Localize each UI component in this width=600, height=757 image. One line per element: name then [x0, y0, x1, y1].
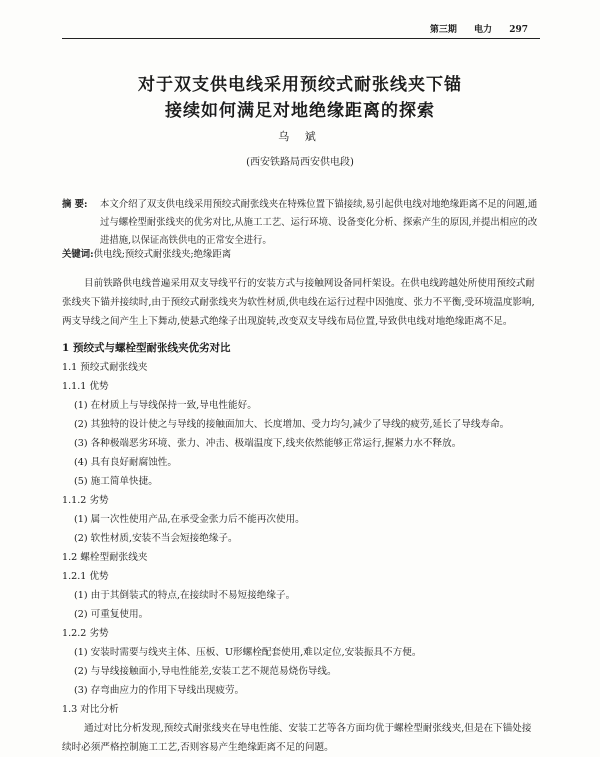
section-1-2-heading: 1.2 螺栓型耐张线夹	[62, 552, 148, 563]
running-header	[62, 18, 540, 39]
list-item: (3) 各种极端恶劣环境、张力、冲击、极端温度下,线夹依然能够正常运行,握紧力水不释放。	[74, 438, 462, 449]
list-item: (3) 存弯曲应力的作用下导线出现疲劳。	[74, 685, 245, 696]
list-item: (5) 施工简单快捷。	[74, 476, 158, 487]
header-journal: 电力	[474, 25, 493, 35]
abstract	[62, 196, 538, 250]
keywords-text: 供电线;预绞式耐张线夹;绝缘距离	[93, 249, 232, 260]
body-text	[62, 274, 540, 757]
list-item: (2) 其独特的设计使之与导线的接触面加大、长度增加、受力均匀,减少了导线的疲劳,延长了导线寿命。	[74, 419, 510, 430]
list-item: (1) 由于其倒装式的特点,在接续时不易短接绝缘子。	[74, 590, 296, 601]
abstract-label: 摘 要:	[62, 199, 88, 210]
list-item: (2) 可重复使用。	[74, 609, 149, 620]
list-item: (4) 具有良好耐腐蚀性。	[74, 457, 177, 468]
header-issue: 第三期	[429, 25, 457, 35]
abstract-text: 本文介绍了双支供电线采用预绞式耐张线夹在特殊位置下锚接续,易引起供电线对地绝缘距离不足的问题,通过与螺栓型耐张线夹的优劣对比,从施工工艺、运行环境、设备变化分析、探索产生的原因,并提出相应的改进措施,以保证高铁供电的正常安全进行。	[100, 199, 538, 246]
section-1-1-1-heading: 1.1.1 优势	[62, 381, 109, 392]
affiliation: (西安铁路局西安供电段)	[246, 157, 354, 168]
keywords	[62, 246, 538, 260]
section-1-1-heading: 1.1 预绞式耐张线夹	[62, 362, 148, 373]
list-item: (1) 安装时需要与线夹主体、压板、U形螺栓配套使用,难以定位,安装振具不方便。	[74, 647, 422, 658]
section-1-heading: 1 预绞式与螺栓型耐张线夹优劣对比	[62, 342, 231, 354]
list-item: (1) 属一次性使用产品,在承受金张力后不能再次使用。	[74, 514, 305, 525]
header-info	[416, 22, 528, 35]
section-1-2-2-heading: 1.2.2 劣势	[62, 628, 109, 639]
paper-title	[0, 72, 600, 124]
comparison-paragraph: 通过对比分析发现,预绞式耐张线夹在导电性能、安装工艺等各方面均优于螺栓型耐张线夹,但是在下锚处接续时必须严格控制施工工艺,否则容易产生绝缘距离不足的问题。	[62, 723, 532, 753]
title-line-2: 接续如何满足对地绝缘距离的探索	[165, 101, 435, 121]
title-line-1: 对于双支供电线采用预绞式耐张线夹下锚	[138, 75, 462, 95]
section-1-2-1-heading: 1.2.1 优势	[62, 571, 109, 582]
section-1-1-2-heading: 1.1.2 劣势	[62, 495, 109, 506]
list-item: (2) 软性材质,安装不当会短接绝缘子。	[74, 533, 238, 544]
section-1-3-heading: 1.3 对比分析	[62, 704, 119, 715]
keywords-label: 关键词:	[62, 249, 94, 260]
header-page-number: 297	[509, 25, 528, 35]
list-item: (2) 与导线接触面小,导电性能差,安装工艺不规范易烧伤导线。	[74, 666, 337, 677]
intro-paragraph: 目前铁路供电线普遍采用双支导线平行的安装方式与接触网设备同杆架设。在供电线跨越处所使用预绞式耐张线夹下锚并接续时,由于预绞式耐张线夹为软性材质,供电线在运行过程中因弛度、张力不平衡,受环境温度影响,两支导线之间产生上下舞动,使悬式绝缘子出现旋转,改变双支导线布局位置,导致供电线对地绝缘距离不足。	[62, 278, 535, 327]
list-item: (1) 在材质上与导线保持一致,导电性能好。	[74, 400, 257, 411]
author: 乌 斌	[278, 130, 322, 143]
